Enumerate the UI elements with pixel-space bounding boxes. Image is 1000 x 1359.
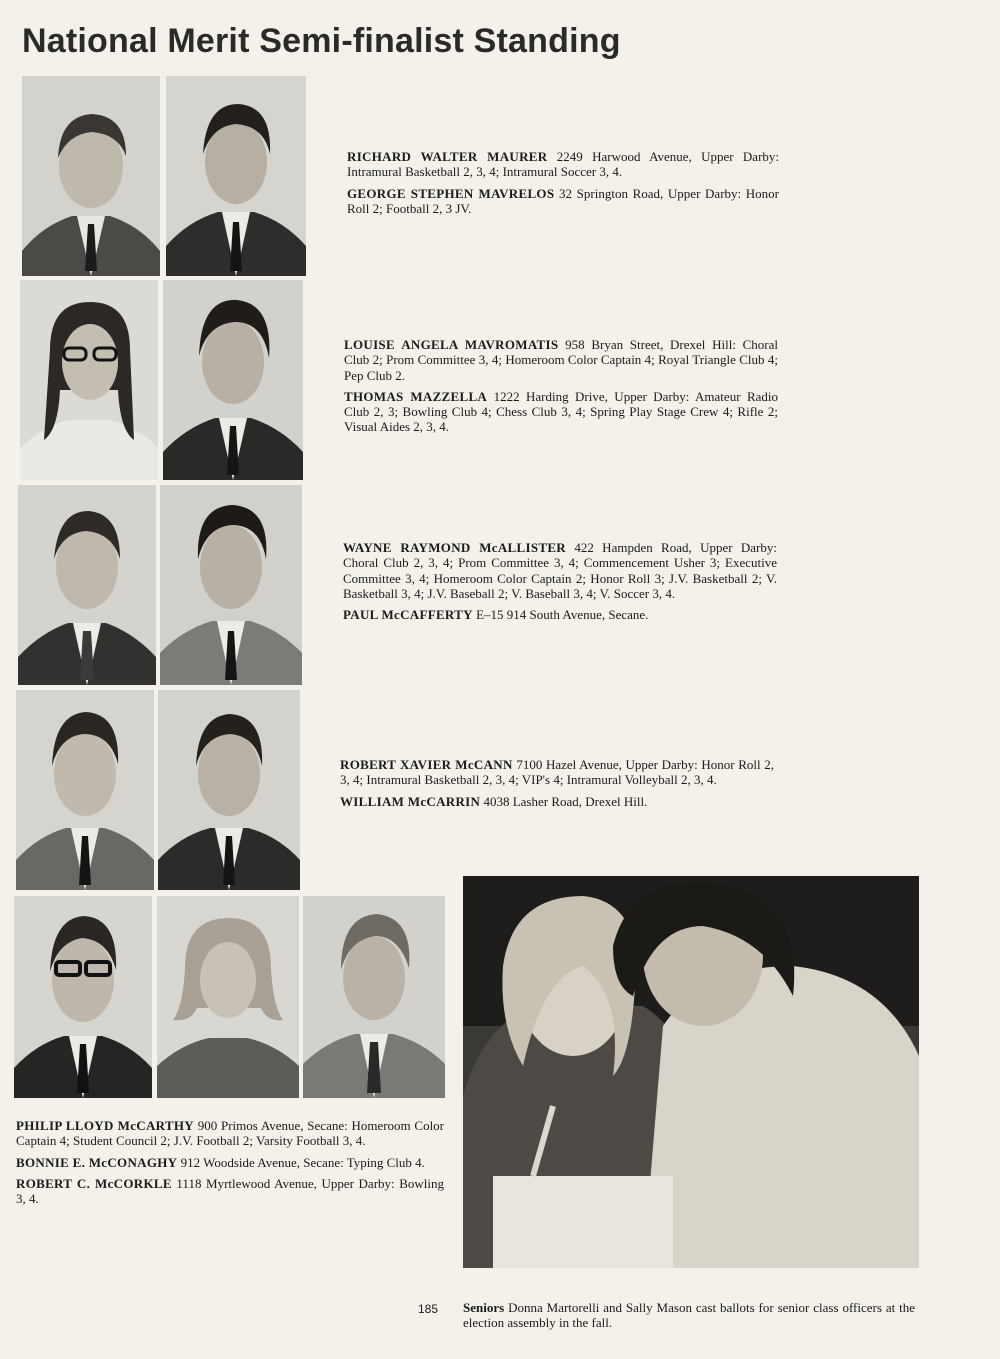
entry-mcconaghy: BONNIE E. McCONAGHY 912 Woodside Avenue, Secane: Typing Club 4.: [16, 1154, 425, 1170]
entry-group-3: [343, 540, 777, 628]
entry-group-2: [344, 337, 778, 441]
entry-mccarthy: PHILIP LLOYD McCARTHY 900 Primos Avenue, Secane: Homeroom Color Captain 4; Student Council 2; J.V. Football 2; Varsity Football 3, 4.: [16, 1118, 445, 1149]
photo-caption: Seniors Donna Martorelli and Sally Mason cast ballots for senior class officers at the election assembly in the fall.: [463, 1300, 915, 1331]
entry-group-1: [347, 149, 779, 222]
entry-group-4: [340, 757, 774, 815]
portrait-maurer: [22, 76, 160, 276]
entry-mccorkle: ROBERT C. McCORKLE 1118 Myrtlewood Avenue, Upper Darby: Bowling 3, 4.: [16, 1175, 445, 1207]
entry-mazzella: THOMAS MAZZELLA 1222 Harding Drive, Upper Darby: Amateur Radio Club 2, 3; Bowling Club 4; Chess Club 3, 4; Spring Play Stage Crew 4; Rifle 2; Visual Aides 2, 3, 4.: [344, 388, 779, 435]
portrait-mccarthy: [14, 896, 152, 1098]
entry-mcallister: WAYNE RAYMOND McALLISTER 422 Hampden Road, Upper Darby: Choral Club 2, 3, 4; Prom Committee 3, 4; Commencement Usher 3; Executive Committee 3, 4; Homeroom Color Captain 2; Honor Roll 3; J.V. Basketball 2; V. Basketball 3, 4; J.V. Baseball 2; V. Baseball 3, 4; V. Soccer 3, 4.: [343, 540, 778, 601]
entry-maurer: RICHARD WALTER MAURER 2249 Harwood Avenue, Upper Darby: Intramural Basketball 2, 3, 4; Intramural Soccer 3, 4.: [347, 149, 780, 180]
page-title: National Merit Semi-finalist Standing: [22, 22, 621, 60]
portrait-mccafferty: [160, 485, 302, 685]
page-number: 185: [418, 1302, 439, 1316]
portrait-mccarrin: [158, 690, 300, 890]
portrait-mavrelos: [166, 76, 306, 276]
entry-group-5: [16, 1118, 444, 1212]
portrait-mccorkle: [303, 896, 445, 1098]
entry-mavrelos: GEORGE STEPHEN MAVRELOS 32 Springton Road, Upper Darby: Honor Roll 2; Football 2, 3 JV.: [347, 185, 779, 216]
portrait-mccann: [16, 690, 154, 890]
candid-photo: [463, 876, 919, 1268]
portrait-mcallister: [18, 485, 156, 685]
portrait-mavromatis: [20, 280, 158, 480]
entry-mccafferty: PAUL McCAFFERTY E–15 914 South Avenue, Secane.: [343, 607, 649, 623]
portrait-mazzella: [163, 280, 303, 480]
portrait-mcconaghy: [157, 896, 299, 1098]
entry-mccarrin: WILLIAM McCARRIN 4038 Lasher Road, Drexel Hill.: [340, 793, 648, 809]
entry-mccann: ROBERT XAVIER McCANN 7100 Hazel Avenue, Upper Darby: Honor Roll 2, 3, 4; Intramural Basketball 2, 3, 4; VIP's 4; Intramural Volleyball 2, 3, 4.: [340, 757, 774, 788]
entry-mavromatis: LOUISE ANGELA MAVROMATIS 958 Bryan Street, Drexel Hill: Choral Club 2; Prom Committee 3, 4; Homeroom Color Captain 4; Royal Triangle Club 4; Pep Club 2.: [344, 337, 779, 383]
